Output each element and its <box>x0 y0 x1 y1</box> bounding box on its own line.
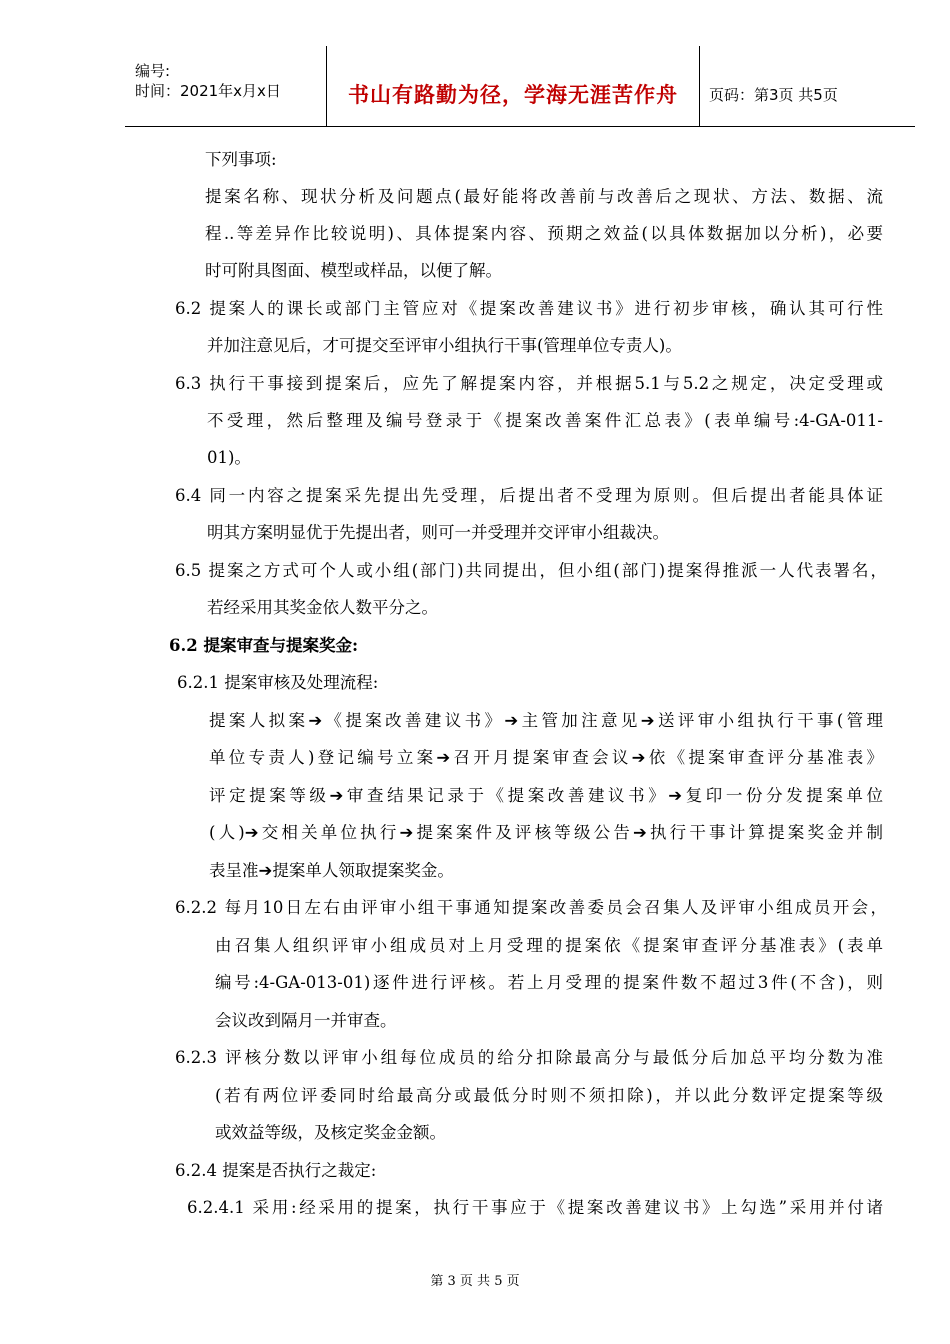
flow-line: 表呈准➔提案单人领取提案奖金。 <box>209 861 454 880</box>
text-line: 提案名称、现状分析及问题点(最好能将改善前与改善后之现状、方法、数据、流 <box>205 187 883 206</box>
text-line: 并加注意见后，才可提交至评审小组执行干事(管理单位专责人)。 <box>207 336 682 355</box>
section-6-2-2-line: 6.2.2 每月10日左右由评审小组干事通知提案改善委员会召集人及评审小组成员开会， <box>175 898 887 917</box>
text-line: 程..等差异作比较说明)、具体提案内容、预期之效益(以具体数据加以分析)，必要 <box>205 224 883 243</box>
page-header <box>125 46 915 127</box>
text-line: (若有两位评委同时给最高分或最低分时则不须扣除)，并以此分数评定提案等级 <box>215 1086 883 1105</box>
header-right-cell <box>699 46 915 126</box>
text-line: 若经采用其奖金依人数平分之。 <box>207 598 438 617</box>
flow-line: (人)➔交相关单位执行➔提案案件及评核等级公告➔执行干事计算提案奖金并制 <box>209 823 883 842</box>
page-footer: 第 3 页 共 5 页 <box>430 1274 520 1289</box>
section-6-2-line: 6.2 提案人的课长或部门主管应对《提案改善建议书》进行初步审核，确认其可行性 <box>175 299 883 318</box>
text-line: 时可附具图面、模型或样品，以便了解。 <box>205 261 502 280</box>
flow-line: 提案人拟案➔《提案改善建议书》➔主管加注意见➔送评审小组执行干事(管理 <box>209 711 883 730</box>
header-center-cell <box>326 46 700 126</box>
flow-line: 评定提案等级➔审查结果记录于《提案改善建议书》➔复印一份分发提案单位 <box>209 786 883 805</box>
flow-line: 单位专责人)登记编号立案➔召开月提案审查会议➔依《提案审查评分基准表》 <box>209 748 883 767</box>
section-6-4-line: 6.4 同一内容之提案采先提出先受理，后提出者不受理为原则。但后提出者能具体证 <box>175 486 883 505</box>
section-6-2-4-line: 6.2.4 提案是否执行之裁定: <box>175 1161 377 1180</box>
text-line: 或效益等级，及核定奖金金额。 <box>215 1123 446 1142</box>
text-line: 由召集人组织评审小组成员对上月受理的提案依《提案审查评分基准表》(表单 <box>215 936 883 955</box>
section-6-2-4-1-line: 6.2.4.1 采用:经采用的提案，执行干事应于《提案改善建议书》上勾选”采用并付诸 <box>187 1198 883 1217</box>
text-line: 不受理，然后整理及编号登录于《提案改善案件汇总表》(表单编号:4-GA-011- <box>207 411 883 430</box>
document-number: 编号: <box>135 62 171 80</box>
header-page-info: 页码：第3页 共5页 <box>709 86 838 104</box>
section-6-3-line: 6.3 执行干事接到提案后，应先了解提案内容，并根据5.1与5.2之规定，决定受理或 <box>175 374 883 393</box>
text-line: 编号:4-GA-013-01)逐件进行评核。若上月受理的提案件数不超过3件(不含)，则 <box>215 973 883 992</box>
section-heading: 6.2 提案审查与提案奖金: <box>169 636 359 655</box>
text-line: 01)。 <box>207 448 251 467</box>
header-left-cell <box>125 46 325 126</box>
header-motto: 书山有路勤为径，学海无涯苦作舟 <box>348 83 678 107</box>
subsection-heading: 6.2.1 提案审核及处理流程: <box>177 673 379 692</box>
text-line: 明其方案明显优于先提出者，则可一并受理并交评审小组裁决。 <box>207 523 669 542</box>
section-6-2-3-line: 6.2.3 评核分数以评审小组每位成员的给分扣除最高分与最低分后加总平均分数为准 <box>175 1048 883 1067</box>
text-line: 会议改到隔月一并审查。 <box>215 1011 397 1030</box>
document-date: 时间：2021年x月x日 <box>135 82 281 100</box>
section-6-5-line: 6.5 提案之方式可个人或小组(部门)共同提出，但小组(部门)提案得推派一人代表署名， <box>175 561 887 580</box>
text-line: 下列事项: <box>205 150 277 169</box>
